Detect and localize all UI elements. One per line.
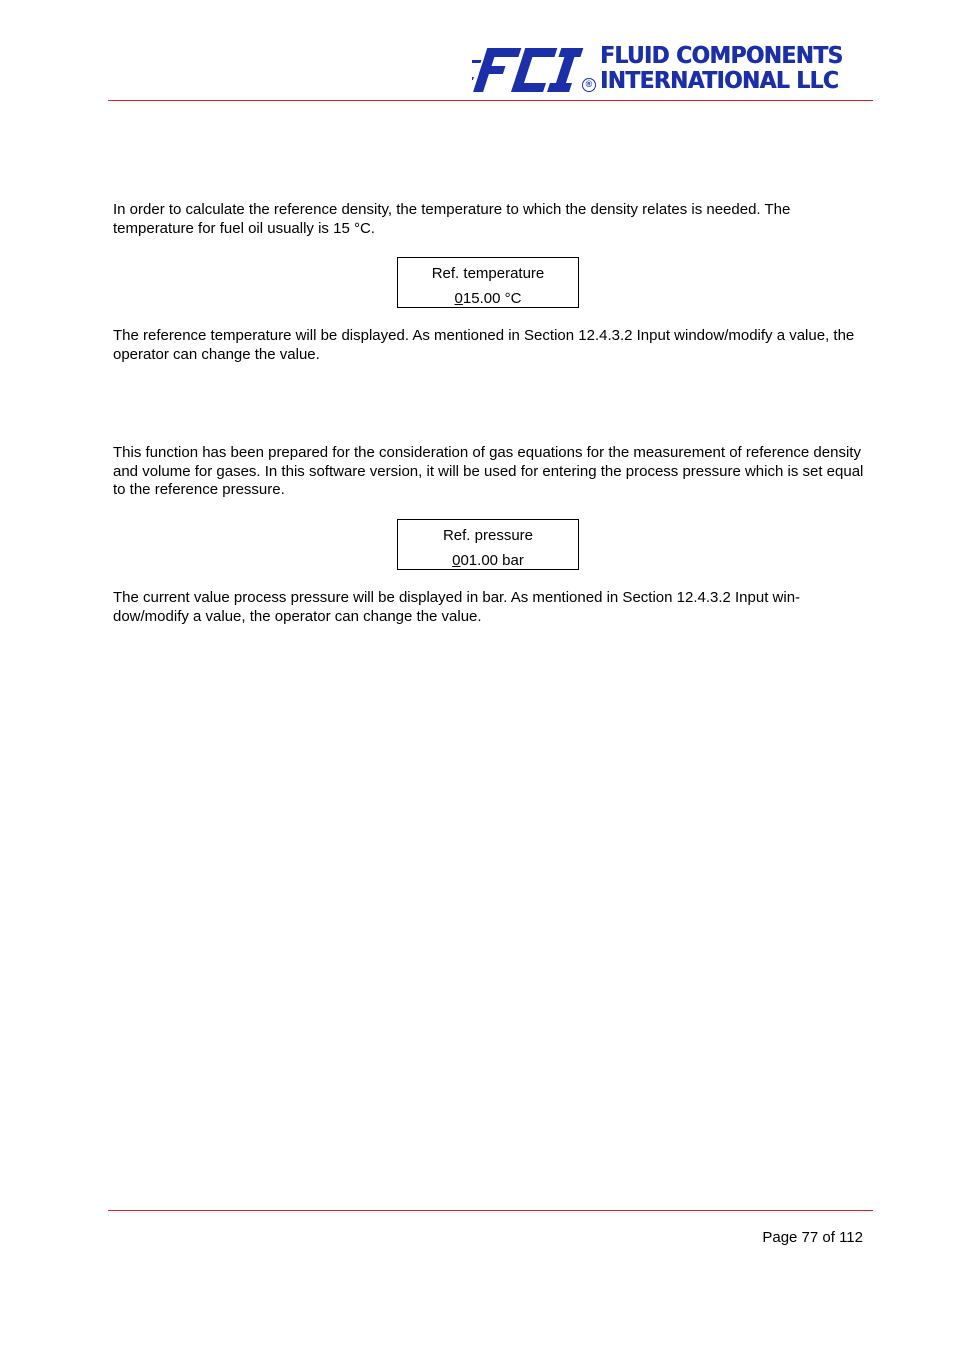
display-value-rest: 01.00 bar	[460, 552, 524, 569]
ref-temperature-intro: In order to calculate the reference density, the temperature to which the density relates is needed. The temperature for fuel oil usually is 15 °C.	[113, 201, 791, 237]
ref-pressure-intro: This function has been prepared for the consideration of gas equations for the measurement of reference density and volume for gases. In this software version, it will be used for entering the process pressure which is set equal to the reference pressure.	[113, 444, 864, 499]
company-name-line2: INTERNATIONAL LLC	[600, 68, 839, 94]
company-name-line1: FLUID COMPONENTS	[600, 43, 843, 69]
display-value-rest: 15.00 °C	[462, 290, 522, 307]
display-title: Ref. pressure	[442, 527, 534, 544]
page-number: Page 77 of 112	[762, 1229, 863, 1246]
input-cursor: 0	[454, 290, 463, 307]
display-value	[398, 290, 578, 308]
header-rule	[108, 100, 873, 101]
ref-pressure-display	[397, 519, 579, 570]
ref-temperature-display	[397, 257, 579, 308]
fci-logo-icon	[472, 46, 584, 94]
company-name	[600, 44, 852, 94]
registered-mark: ®	[582, 78, 596, 92]
ref-pressure-note: The current value process pressure will be displayed in bar. As mentioned in Section 12.4.3.2 Input win-dow/modify a value, the operator can change the value.	[113, 589, 801, 625]
company-logo	[472, 44, 868, 96]
display-title: Ref. temperature	[431, 265, 545, 282]
display-value	[398, 552, 578, 570]
input-cursor: 0	[452, 552, 461, 569]
footer-rule	[108, 1210, 873, 1211]
ref-temperature-note: The reference temperature will be displayed. As mentioned in Section 12.4.3.2 Input window/modify a value, the operator can change the value.	[113, 327, 855, 363]
